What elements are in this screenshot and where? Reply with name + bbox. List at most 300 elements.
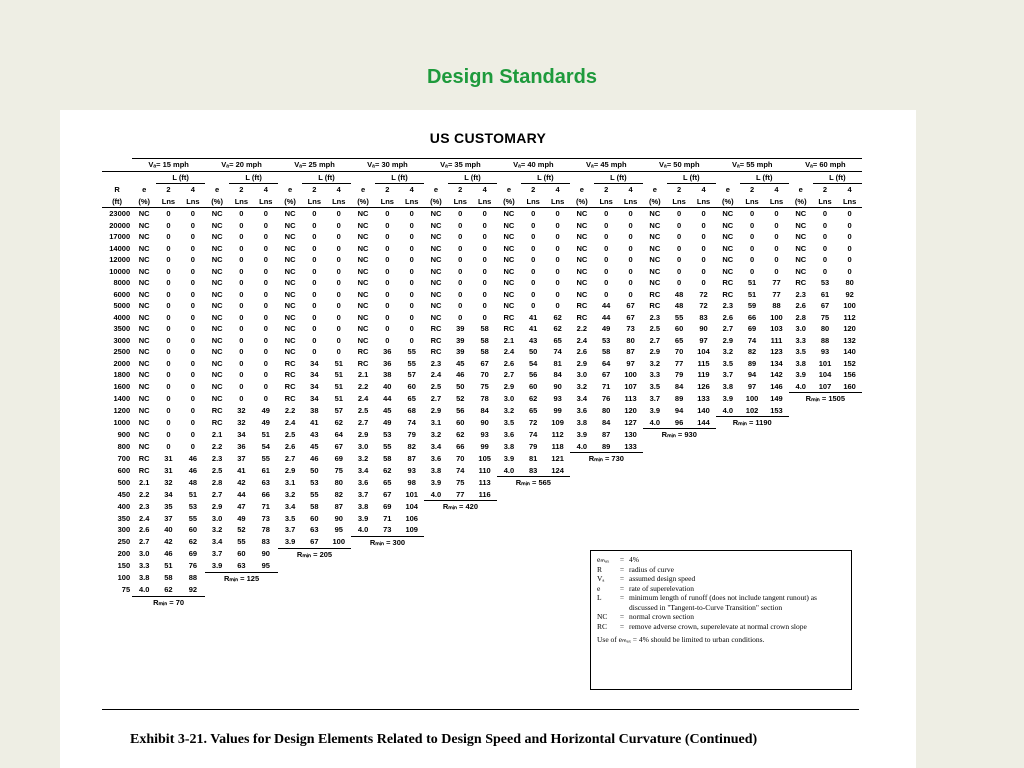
e-value-cell: 3.5 xyxy=(503,417,515,427)
l2-value-cell: 0 xyxy=(385,335,390,345)
l2-value-cell: 53 xyxy=(310,477,319,487)
lanes2-header: 2 xyxy=(239,185,244,194)
legend-description: minimum length of runoff (does not include tangent runout) as discussed in "Tangent-to-Curve Transition" section xyxy=(629,593,817,612)
radius-cell: 1200 xyxy=(113,405,131,415)
l2-value-cell: 58 xyxy=(383,453,392,463)
l2-value-cell: 0 xyxy=(531,220,536,230)
speed-header: Vₐ= 50 mph xyxy=(643,159,716,172)
e-value-cell: NC xyxy=(795,243,807,253)
table-row xyxy=(102,346,862,358)
e-value-cell: 2.7 xyxy=(138,537,150,547)
l2-value-cell: 0 xyxy=(239,347,244,356)
l4-value-cell: 107 xyxy=(624,381,637,391)
l2-value-cell: 0 xyxy=(458,289,463,299)
e-value-cell: 2.5 xyxy=(649,324,661,333)
e-value-cell: 3.5 xyxy=(284,513,296,523)
e-value-cell: NC xyxy=(138,289,150,299)
e-value-cell: 3.9 xyxy=(722,393,734,403)
l4-value-cell: 0 xyxy=(409,335,414,345)
l4-value-cell: 0 xyxy=(263,266,268,276)
e-value-cell: NC xyxy=(284,278,296,287)
rmin-label: Rₘᵢₙ = 1190 xyxy=(732,418,772,427)
legend-description: assumed design speed xyxy=(629,574,696,583)
radius-cell: 500 xyxy=(117,477,131,487)
table-row xyxy=(102,393,862,405)
e-header: e xyxy=(433,184,439,194)
l4-value-cell: 84 xyxy=(480,405,489,415)
l4-value-cell: 99 xyxy=(553,405,562,415)
l2-value-cell: 42 xyxy=(237,477,246,487)
l2-value-cell: 75 xyxy=(456,477,465,487)
lanes-unit: Lns xyxy=(448,196,472,208)
e-header: e xyxy=(725,184,730,194)
l4-value-cell: 104 xyxy=(697,347,710,356)
l2-value-cell: 0 xyxy=(677,278,682,287)
l2-value-cell: 53 xyxy=(820,278,830,287)
l4-value-cell: 51 xyxy=(334,393,343,403)
l2-value-cell: 0 xyxy=(166,278,171,287)
l2-value-cell: 0 xyxy=(385,255,390,264)
e-value-cell: NC xyxy=(430,255,442,264)
l4-value-cell: 0 xyxy=(336,266,341,276)
e-value-cell: RC xyxy=(430,324,442,333)
legend-symbol: Vₐ xyxy=(597,574,605,583)
empty-cell xyxy=(497,536,570,548)
l4-value-cell: 62 xyxy=(553,324,562,333)
e-value-cell: NC xyxy=(211,358,223,368)
lanes-unit: Lns xyxy=(764,196,788,208)
l2-value-cell: 0 xyxy=(239,289,244,299)
l4-value-cell: 0 xyxy=(190,429,195,439)
l2-value-cell: 49 xyxy=(601,324,611,333)
l4-value-cell: 49 xyxy=(261,417,270,427)
empty-cell xyxy=(424,584,497,596)
l2-value-cell: 0 xyxy=(239,370,244,379)
e-value-cell: 2.2 xyxy=(138,489,150,499)
radius-cell: 10000 xyxy=(109,266,131,276)
e-value-cell: 4.0 xyxy=(351,524,375,536)
l4-value-cell: 111 xyxy=(770,335,783,345)
legend-row xyxy=(597,593,845,612)
e-value-cell: 2.1 xyxy=(357,370,369,379)
l2-value-cell: 0 xyxy=(166,312,171,322)
rmin-label: Rₘᵢₙ = 300 xyxy=(369,537,406,547)
empty-cell xyxy=(789,429,862,441)
empty-cell xyxy=(497,524,570,536)
l2-value-cell: 44 xyxy=(383,393,392,403)
l4-value-cell: 0 xyxy=(190,289,195,299)
e-value-cell: RC xyxy=(284,358,296,368)
l4-value-cell: 0 xyxy=(409,324,414,333)
e-value-cell: 3.8 xyxy=(722,381,734,391)
l2-value-cell: 55 xyxy=(310,489,319,499)
table-row xyxy=(102,289,862,301)
empty-cell xyxy=(102,596,132,608)
l4-value-cell: 0 xyxy=(701,255,706,264)
e-value-cell: 3.0 xyxy=(795,324,806,333)
l2-value-cell: 43 xyxy=(529,335,538,345)
l4-value-cell: 0 xyxy=(190,370,195,379)
e-value-cell: NC xyxy=(138,347,150,356)
e-value-cell: NC xyxy=(138,335,150,345)
e-value-cell: 3.6 xyxy=(576,405,588,415)
exhibit-caption: Exhibit 3-21. Values for Design Elements Related to Design Speed and Horizontal Curvature (Continued) xyxy=(130,732,758,747)
table-row xyxy=(102,220,862,232)
l2-value-cell: 69 xyxy=(747,324,757,333)
l2-value-cell: 67 xyxy=(302,536,326,548)
l4-value-cell: 0 xyxy=(774,266,779,276)
e-unit: (%) xyxy=(351,196,375,208)
e-value-cell: NC xyxy=(211,266,223,276)
e-value-cell: 3.7 xyxy=(284,525,296,535)
l2-value-cell: 0 xyxy=(239,278,244,287)
empty-cell xyxy=(716,441,789,453)
l4-value-cell: 0 xyxy=(628,209,633,218)
e-value-cell: NC xyxy=(430,220,442,230)
l2-value-cell: 74 xyxy=(456,465,465,475)
l2-value-cell: 34 xyxy=(310,370,319,379)
e-value-cell: 3.3 xyxy=(138,561,150,571)
l2-value-cell: 62 xyxy=(156,584,180,596)
l2-value-cell: 55 xyxy=(237,537,246,547)
l2-value-cell: 55 xyxy=(383,441,392,451)
l2-value-cell: 0 xyxy=(531,278,536,287)
l2-value-cell: 77 xyxy=(674,358,684,368)
e-value-cell: 3.2 xyxy=(649,358,661,368)
table-row xyxy=(102,335,862,347)
l2-value-cell: 39 xyxy=(456,335,465,345)
e-value-cell: NC xyxy=(211,312,223,322)
e-value-cell: 2.4 xyxy=(138,513,150,523)
rmin-label: Rₘᵢₙ = 930 xyxy=(661,430,697,439)
e-value-cell: NC xyxy=(576,266,588,276)
l2-value-cell: 81 xyxy=(529,453,538,463)
table-row xyxy=(102,489,862,501)
length-header: L (ft) xyxy=(521,171,570,184)
e-value-cell: NC xyxy=(795,255,807,264)
unit-header-row xyxy=(102,196,862,208)
speed-header: Vₐ= 25 mph xyxy=(278,159,351,172)
table-row xyxy=(102,254,862,266)
radius-cell: 400 xyxy=(117,501,131,511)
l4-value-cell: 51 xyxy=(334,370,343,379)
l2-value-cell: 0 xyxy=(458,312,463,322)
l2-value-cell: 53 xyxy=(383,429,392,439)
e-spacer xyxy=(643,171,667,184)
empty-cell xyxy=(643,536,716,548)
l4-value-cell: 90 xyxy=(699,324,708,333)
e-value-cell: RC xyxy=(795,278,807,287)
l4-value-cell: 51 xyxy=(334,358,343,368)
empty-cell xyxy=(424,524,497,536)
e-value-cell: NC xyxy=(649,209,661,218)
length-header: L (ft) xyxy=(375,171,424,184)
l4-value-cell: 69 xyxy=(188,549,198,559)
l2-value-cell: 79 xyxy=(529,441,538,451)
l2-value-cell: 80 xyxy=(820,324,830,333)
table-row xyxy=(102,536,862,548)
l2-value-cell: 0 xyxy=(677,220,682,230)
e-value-cell: RC xyxy=(649,301,661,310)
e-value-cell: 3.1 xyxy=(284,477,296,487)
e-header: e xyxy=(506,184,512,194)
l2-value-cell: 48 xyxy=(674,301,684,310)
l4-value-cell: 0 xyxy=(190,312,195,322)
l2-value-cell: 55 xyxy=(674,312,684,322)
l4-value-cell: 0 xyxy=(409,301,414,310)
empty-cell xyxy=(716,524,789,536)
l4-value-cell: 0 xyxy=(555,232,560,241)
radius-cell: 350 xyxy=(117,513,131,523)
l2-value-cell: 63 xyxy=(229,560,253,572)
e-value-cell: 2.8 xyxy=(795,312,806,322)
l2-value-cell: 0 xyxy=(312,243,317,253)
radius-cell: 6000 xyxy=(113,289,131,299)
l4-value-cell: 0 xyxy=(263,347,268,356)
l2-value-cell: 36 xyxy=(383,358,392,368)
l4-value-cell: 100 xyxy=(327,536,351,548)
e-value-cell: NC xyxy=(503,301,515,310)
l4-value-cell: 80 xyxy=(334,477,343,487)
l4-value-cell: 0 xyxy=(774,243,779,253)
l4-value-cell: 93 xyxy=(407,465,416,475)
l4-value-cell: 0 xyxy=(190,243,195,253)
radius-cell: 12000 xyxy=(109,255,131,264)
e-value-cell: 3.6 xyxy=(357,477,369,487)
l2-value-cell: 0 xyxy=(166,301,171,310)
lanes-unit: Lns xyxy=(327,196,351,208)
e-unit: (%) xyxy=(716,196,740,208)
e-spacer xyxy=(570,171,594,184)
empty-cell xyxy=(643,524,716,536)
l2-value-cell: 0 xyxy=(312,335,317,345)
l2-value-cell: 0 xyxy=(604,220,609,230)
empty-cell xyxy=(716,477,789,489)
l4-value-cell: 90 xyxy=(334,513,343,523)
l2-value-cell: 0 xyxy=(166,266,171,276)
e-value-cell: NC xyxy=(722,232,734,241)
l4-value-cell: 79 xyxy=(407,429,416,439)
e-value-cell: 3.2 xyxy=(430,429,442,439)
l4-value-cell: 65 xyxy=(407,393,416,403)
e-value-cell: NC xyxy=(138,417,150,427)
l2-value-cell: 0 xyxy=(312,209,317,218)
l4-value-cell: 51 xyxy=(261,429,270,439)
l4-value-cell: 100 xyxy=(624,370,637,379)
e-value-cell: NC xyxy=(284,220,296,230)
speed-header: Vₐ= 20 mph xyxy=(205,159,278,172)
e-value-cell: 3.0 xyxy=(138,549,150,559)
empty-cell xyxy=(789,513,862,525)
l4-value-cell: 0 xyxy=(190,301,195,310)
e-value-cell: NC xyxy=(138,405,150,415)
legend-description: remove adverse crown, superelevate at normal crown slope xyxy=(629,621,807,631)
l4-value-cell: 133 xyxy=(697,393,710,403)
e-value-cell: NC xyxy=(138,255,150,264)
empty-cell xyxy=(643,465,716,477)
l2-value-cell: 0 xyxy=(458,232,463,241)
l2-value-cell: 0 xyxy=(458,209,463,218)
empty-cell xyxy=(716,465,789,477)
l2-value-cell: 44 xyxy=(601,312,611,322)
l4-value-cell: 140 xyxy=(697,405,710,415)
l2-value-cell: 0 xyxy=(312,278,317,287)
l2-value-cell: 96 xyxy=(667,417,691,429)
l4-value-cell: 74 xyxy=(407,417,416,427)
l4-value-cell: 140 xyxy=(843,347,856,356)
l4-value-cell: 113 xyxy=(478,477,491,487)
r-header: R xyxy=(114,184,120,194)
l4-value-cell: 0 xyxy=(628,232,633,241)
l2-value-cell: 60 xyxy=(674,324,684,333)
l4-value-cell: 120 xyxy=(624,405,637,415)
e-value-cell: 2.7 xyxy=(357,417,369,427)
e-value-cell: NC xyxy=(284,209,296,218)
l4-value-cell: 0 xyxy=(190,347,195,356)
l4-value-cell: 0 xyxy=(263,335,268,345)
l4-value-cell: 106 xyxy=(405,513,418,523)
l2-value-cell: 82 xyxy=(747,347,757,356)
l2-value-cell: 76 xyxy=(601,393,611,403)
lanes-unit: Lns xyxy=(691,196,715,208)
l2-value-cell: 0 xyxy=(239,335,244,345)
l2-value-cell: 52 xyxy=(237,525,246,535)
e-value-cell: 2.3 xyxy=(795,289,806,299)
l4-value-cell: 0 xyxy=(263,370,268,379)
l4-value-cell: 0 xyxy=(336,255,341,264)
l4-value-cell: 0 xyxy=(263,301,268,310)
l4-value-cell: 113 xyxy=(624,393,637,403)
l4-value-cell: 73 xyxy=(626,324,635,333)
e-value-cell: 2.9 xyxy=(211,501,223,511)
table-row xyxy=(102,243,862,255)
lanes2-header: 2 xyxy=(166,185,171,194)
l4-value-cell: 152 xyxy=(843,358,856,368)
e-value-cell: NC xyxy=(357,278,369,287)
l4-value-cell: 51 xyxy=(188,489,198,499)
legend-description: 4% xyxy=(629,555,639,564)
e-spacer xyxy=(424,171,448,184)
e-value-cell: 3.9 xyxy=(430,477,442,487)
corner-cell xyxy=(102,171,132,184)
e-value-cell: 3.6 xyxy=(430,453,442,463)
e-value-cell: 2.7 xyxy=(649,335,661,345)
l4-value-cell: 0 xyxy=(482,301,487,310)
e-value-cell: RC xyxy=(722,278,734,287)
l2-value-cell: 0 xyxy=(385,209,390,218)
l2-value-cell: 0 xyxy=(604,209,609,218)
l4-value-cell: 0 xyxy=(701,266,706,276)
e-value-cell: NC xyxy=(722,255,734,264)
l4-value-cell: 0 xyxy=(409,209,414,218)
e-spacer xyxy=(205,171,229,184)
e-value-cell: NC xyxy=(576,220,588,230)
legend-row xyxy=(597,612,845,622)
e-value-cell: NC xyxy=(430,301,442,310)
l2-value-cell: 32 xyxy=(237,405,246,415)
e-value-cell: NC xyxy=(211,301,223,310)
l4-value-cell: 48 xyxy=(188,477,198,487)
e-value-cell: 2.4 xyxy=(284,417,296,427)
table-row xyxy=(102,441,862,453)
l2-value-cell: 71 xyxy=(383,513,392,523)
l2-value-cell: 0 xyxy=(166,358,171,368)
design-elements-table xyxy=(102,158,862,608)
e-value-cell: NC xyxy=(284,312,296,322)
l4-value-cell: 66 xyxy=(261,489,270,499)
l4-value-cell: 0 xyxy=(190,255,195,264)
e-value-cell: 3.9 xyxy=(795,370,806,379)
l4-value-cell: 0 xyxy=(190,405,195,415)
l4-value-cell: 0 xyxy=(190,232,195,241)
l2-value-cell: 80 xyxy=(601,405,611,415)
e-value-cell: 3.9 xyxy=(205,560,229,572)
e-value-cell: 3.2 xyxy=(357,453,369,463)
l4-value-cell: 49 xyxy=(261,405,270,415)
l4-value-cell: 63 xyxy=(261,477,270,487)
l2-value-cell: 0 xyxy=(458,301,463,310)
e-value-cell: 2.6 xyxy=(503,358,515,368)
empty-cell xyxy=(716,489,789,501)
empty-cell xyxy=(789,489,862,501)
e-unit: (%) xyxy=(424,196,448,208)
e-value-cell: NC xyxy=(284,301,296,310)
speed-header: Vₐ= 45 mph xyxy=(570,159,643,172)
e-value-cell: NC xyxy=(138,358,150,368)
empty-cell xyxy=(789,501,862,513)
l2-value-cell: 63 xyxy=(310,525,319,535)
e-value-cell: 4.0 xyxy=(789,381,813,393)
l2-value-cell: 48 xyxy=(674,289,684,299)
e-value-cell: NC xyxy=(722,243,734,253)
l4-value-cell: 149 xyxy=(770,393,783,403)
l4-value-cell: 101 xyxy=(405,489,418,499)
e-value-cell: NC xyxy=(211,335,223,345)
l4-value-cell: 58 xyxy=(480,324,489,333)
l2-value-cell: 0 xyxy=(604,266,609,276)
legend-footnote: Use of eₘₐₓ = 4% should be limited to urban conditions. xyxy=(597,635,765,644)
l2-value-cell: 0 xyxy=(531,243,536,253)
l4-value-cell: 72 xyxy=(699,289,708,299)
l2-value-cell: 84 xyxy=(674,381,684,391)
e-value-cell: NC xyxy=(576,278,588,287)
l2-value-cell: 45 xyxy=(310,441,319,451)
e-value-cell: RC xyxy=(357,358,369,368)
legend-equals: = xyxy=(619,593,625,602)
l2-value-cell: 43 xyxy=(310,429,319,439)
l2-value-cell: 0 xyxy=(312,255,317,264)
e-value-cell: 2.7 xyxy=(211,489,223,499)
l4-value-cell: 0 xyxy=(190,278,195,287)
empty-cell xyxy=(570,513,643,525)
l2-value-cell: 60 xyxy=(237,549,246,559)
l4-value-cell: 0 xyxy=(190,209,195,218)
corner-cell xyxy=(102,159,132,172)
l4-value-cell: 88 xyxy=(188,573,198,583)
l2-value-cell: 0 xyxy=(312,289,317,299)
radius-cell: 1800 xyxy=(113,370,131,379)
empty-cell xyxy=(570,477,643,489)
l4-value-cell: 69 xyxy=(334,453,343,463)
l4-value-cell: 112 xyxy=(843,312,856,322)
e-spacer xyxy=(278,171,302,184)
empty-cell xyxy=(716,513,789,525)
radius-cell: 900 xyxy=(117,429,131,439)
e-value-cell: NC xyxy=(138,429,150,439)
l2-value-cell: 47 xyxy=(237,501,246,511)
e-value-cell: NC xyxy=(430,278,442,287)
l2-value-cell: 0 xyxy=(239,232,244,241)
